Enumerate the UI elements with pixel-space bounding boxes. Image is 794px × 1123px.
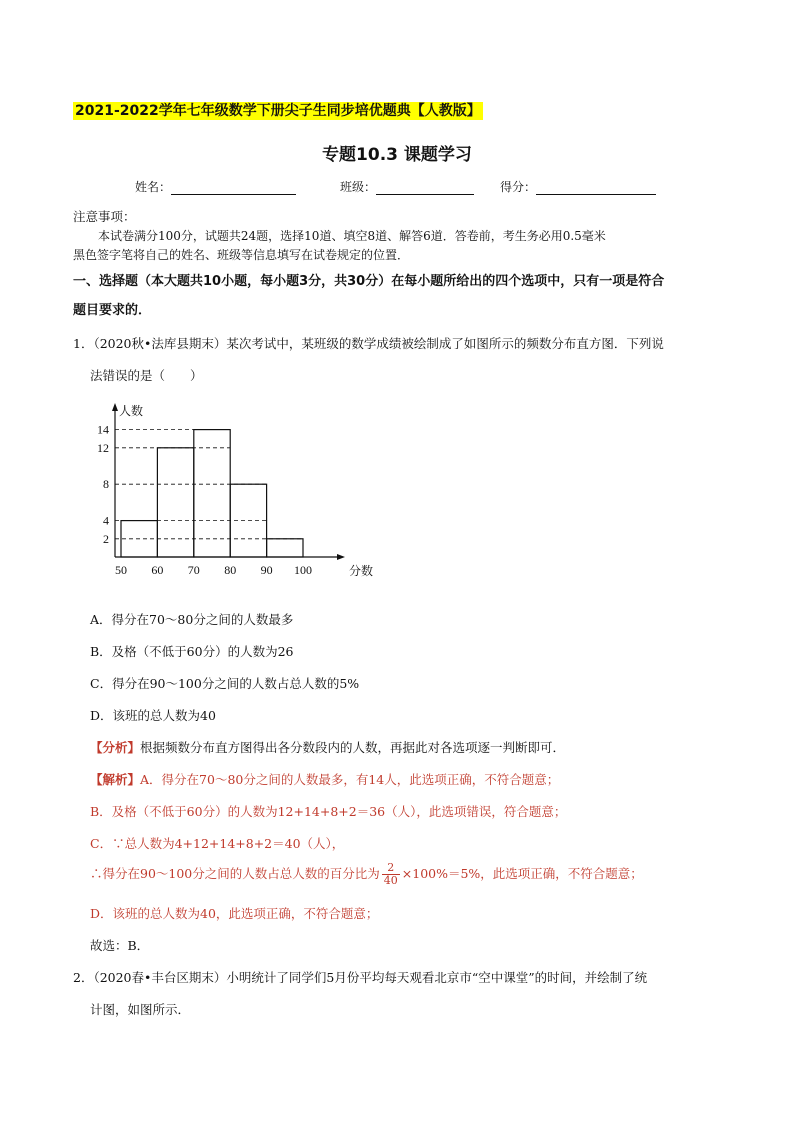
q1-solution-a	[90, 770, 559, 790]
histogram-axes	[112, 403, 345, 560]
class-blank[interactable]	[376, 180, 474, 195]
class-label: 班级：	[340, 180, 377, 194]
score-blank[interactable]	[536, 180, 656, 195]
x-axis-label: 分数	[349, 564, 374, 578]
x-axis-arrow	[337, 554, 345, 560]
analysis-text: 根据频数分布直方图得出各分数段内的人数，再据此对各选项逐一判断即可．	[140, 740, 566, 755]
notice-line-2: 黑色签字笔将自己的姓名、班级等信息填写在试卷规定的位置．	[73, 248, 410, 262]
y-tick-4: 4	[103, 513, 109, 528]
q1-stem-line-2: 法错误的是（ ）	[90, 368, 203, 383]
histogram-bars	[121, 430, 303, 557]
q1-solution-c-2	[90, 862, 643, 887]
section-heading-line-2: 题目要求的．	[73, 303, 152, 318]
analysis-tag: 【分析】	[90, 740, 141, 755]
y-axis-arrow	[112, 403, 118, 411]
y-tick-8: 8	[103, 477, 109, 492]
class-field[interactable]	[340, 178, 474, 195]
q1-analysis	[90, 738, 565, 758]
solution-c-pre: ∴得分在90～100分之间的人数占总人数的百分比为	[90, 866, 380, 881]
histogram-gridlines	[115, 430, 303, 539]
q2-stem-line-1: 2．（2020春•丰台区期末）小明统计了同学们5月份平均每天观看北京市“空中课堂”的时间，并绘制了统	[73, 970, 648, 985]
y-tick-12: 12	[97, 440, 109, 455]
y-axis-label: 人数	[119, 404, 144, 418]
x-tick-100: 100	[294, 563, 312, 577]
x-tick-90: 90	[260, 563, 273, 577]
x-tick-70: 70	[187, 563, 200, 577]
bar-90-100	[267, 539, 303, 557]
q1-solution-d: D．该班的总人数为40，此选项正确，不符合题意；	[90, 906, 379, 921]
q1-solution-c-1: C．∵总人数为4+12+14+8+2＝40（人），	[90, 836, 345, 851]
x-tick-50: 50	[115, 563, 127, 577]
header-band: 2021-2022学年七年级数学下册尖子生同步培优题典【人教版】	[75, 103, 481, 119]
section-heading-line-1: 一、选择题（本大题共10小题，每小题3分，共30分）在每小题所给出的四个选项中，只有一项是符合	[73, 274, 665, 289]
x-tick-80: 80	[224, 563, 237, 577]
y-tick-2: 2	[103, 531, 109, 546]
y-tick-14: 14	[97, 422, 109, 437]
x-tick-60: 60	[151, 563, 164, 577]
solution-a-text: A．得分在70～80分之间的人数最多，有14人，此选项正确，不符合题意；	[140, 772, 560, 787]
bar-70-80	[194, 430, 230, 557]
notice-line-1: 本试卷满分100分，试题共24题，选择10道、填空8道、解答6道．答卷前，考生务必用0.5毫米	[98, 229, 606, 243]
name-blank[interactable]	[171, 180, 296, 195]
q1-option-c[interactable]: C．得分在90～100分之间的人数占总人数的5%	[90, 676, 360, 691]
page-title: 专题10.3 课题学习	[322, 145, 472, 165]
solution-c-post: ×100%＝5%，此选项正确，不符合题意；	[401, 866, 643, 881]
name-label: 姓名：	[135, 180, 172, 194]
bar-60-70	[157, 448, 193, 557]
solution-tag: 【解析】	[90, 772, 141, 787]
score-field[interactable]	[500, 178, 656, 195]
score-label: 得分：	[500, 180, 537, 194]
fraction-denominator: 40	[383, 874, 398, 887]
q1-stem-line-1: 1．（2020秋•法库县期末）某次考试中，某班级的数学成绩被绘制成了如图所示的频数分布直方图．下列说	[73, 336, 664, 351]
q1-option-b[interactable]: B．及格（不低于60分）的人数为26	[90, 644, 294, 659]
histogram-chart	[85, 395, 385, 595]
q1-option-d[interactable]: D．该班的总人数为40	[90, 708, 216, 723]
notice-heading: 注意事项：	[73, 209, 136, 224]
fraction	[382, 862, 400, 887]
fraction-numerator: 2	[382, 862, 400, 875]
name-field[interactable]	[135, 178, 296, 195]
q1-solution-b: B．及格（不低于60分）的人数为12+14+8+2＝36（人），此选项错误，符合题意；	[90, 804, 567, 819]
q1-option-a[interactable]: A．得分在70～80分之间的人数最多	[90, 612, 294, 627]
q1-answer: 故选：B．	[90, 938, 150, 953]
q2-stem-line-2: 计图，如图所示．	[90, 1002, 191, 1017]
